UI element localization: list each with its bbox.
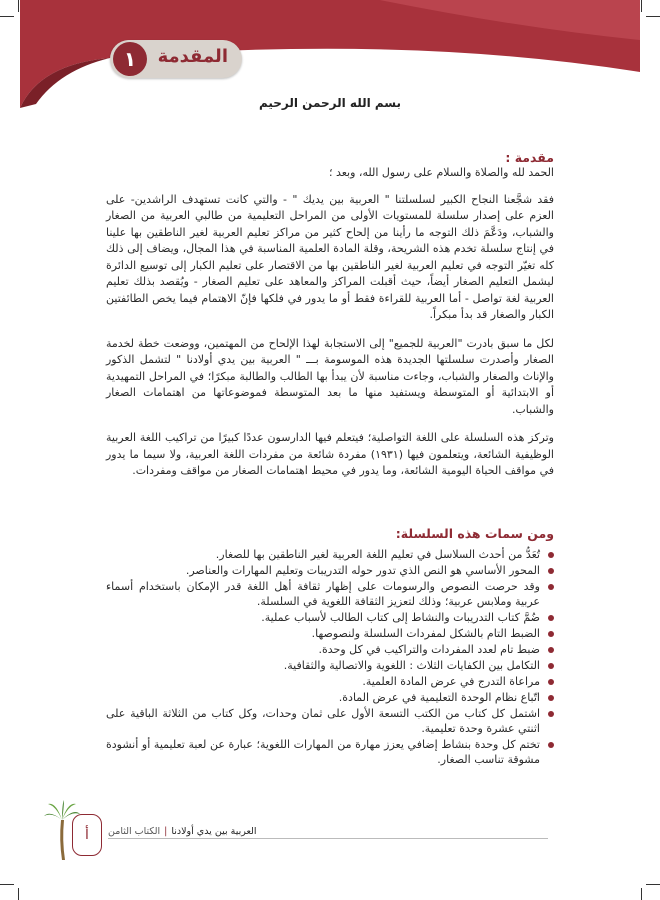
footer-caption [108,826,257,837]
crop-mark [646,884,660,885]
bullet-icon [548,663,554,669]
feature-item: اتّباع نظام الوحدة التعليمية في عرض المادة. [106,690,554,705]
bullet-icon [548,631,554,637]
crop-mark [0,884,14,885]
basmala: بسم الله الرحمن الرحيم [258,96,402,110]
feature-item: مراعاة التدرج في عرض المادة العلمية. [106,674,554,689]
intro-greeting: الحمد لله والصلاة والسلام على رسول الله، وبعد ؛ [328,166,554,179]
bullet-icon [548,695,554,701]
footer-book: الكتاب الثامن [108,826,161,837]
intro-paragraph-1: فقد شجَّعنا النجاح الكبير لسلسلتنا " العربية بين يديك " - والتي كانت تستهدف الراشدين- على العزم على إصدار سلسلة للمستويات الأولى من المراحل التعليمية من طالبي العربية من الصغار والشباب، ودَعَّمَ ذلك التوجه ما رأينا من إلحاح كثير من مراكز تعليم العربية لغير الناطقين بها علينا في إنتاج سلسلة تخدم هذه الشريحة، وقلة المادة العلمية المناسبة في هذا المجال، ويضاف إلى ذلك كله تغيّر التوجه في تعليم العربية لغير الناطقين بها من الاقتصار على تعليم الكبار إلى توسيع الدائرة ليشمل التعليم الصغار أيضاً، حيث أقبلت المراكز والمعاهد على تعليم الصغار - ويُقصد بذلك تعليم العربية لغة تواصل - أما العربية للقراءة فقط أو ما يدور في فلكها فإنّ الاهتمام فيما يخص الطائفتين الكبار والصغار قد بدأ مبكراً. [106,192,554,321]
chapter-title: المقدمة [157,46,228,67]
intro-section [106,150,554,480]
bullet-icon [548,584,554,590]
bullet-icon [548,679,554,685]
footer-series: العربية بين يدي أولادنا [171,826,257,837]
feature-item: الضبط التام بالشكل لمفردات السلسلة ولنصوصها. [106,626,554,641]
page-number-tab [72,814,102,856]
intro-paragraph-2: لكل ما سبق بادرت "العربية للجميع" إلى الاستجابة لهذا الإلحاح من المهتمين، ووضعت خطة لخدمة الصغار وأصدرت سلسلتها الجديدة هذه الموسومة بـــ " العربية بين يدي أولادنا " لتشمل الذكور والإناث والصغار والشباب، وجاءت مناسبة لأن يبدأ بها الطالب والطالبة مبكرًا؛ في المراحل التمهيدية أو الابتدائية أو المتوسطة ويستفيد منها ما بعد المتوسطة فموضوعاتها من اهتمامات الصغار والشباب. [106,336,554,416]
feature-item: وقد حرصت النصوص والرسومات على إظهار ثقافة أهل اللغة قدر الإمكان باستخدام أسماء عربية وملابس عربية؛ وذلك لتعزيز الثقافة اللغوية في السلسلة. [106,579,554,609]
crop-mark [641,888,642,900]
feature-item: اشتمل كل كتاب من الكتب التسعة الأول على ثمان وحدات، وكل كتاب من الثلاثة الباقية على اثنتي عشرة وحدة تعليمية. [106,706,554,736]
features-list [106,547,554,767]
feature-item: المحور الأساسي هو النص الذي تدور حوله التدريبات وتعليم المهارات والعناصر. [106,563,554,578]
intro-title: مقدمة : [505,150,554,165]
chapter-number: ١ [113,42,147,76]
feature-item: ضبط تام لعدد المفردات والتراكيب في كل وحدة. [106,642,554,657]
bullet-icon [548,552,554,558]
chapter-badge [110,40,242,78]
feature-item: التكامل بين الكفايات الثلاث : اللغوية والاتصالية والثقافية. [106,658,554,673]
footer-divider [108,838,548,839]
bullet-icon [548,615,554,621]
features-title: ومن سمات هذه السلسلة: [395,526,554,541]
bullet-icon [548,568,554,574]
bullet-icon [548,711,554,717]
bullet-icon [548,742,554,748]
feature-item: تُعَدُّ من أحدث السلاسل في تعليم اللغة العربية لغير الناطقين بها للصغار. [106,547,554,562]
feature-item: تختم كل وحدة بنشاط إضافي يعزز مهارة من المهارات اللغوية؛ عبارة عن لعبة تعليمية أو أنشودة مشوقة تناسب الصغار. [106,737,554,767]
features-section [106,526,554,768]
page-number: أ [85,827,89,843]
bullet-icon [548,647,554,653]
footer-separator: | [164,826,168,837]
intro-paragraph-3: وتركز هذه السلسلة على اللغة التواصلية؛ فيتعلم فيها الدارسون عددًا كبيرًا من تراكيب اللغة العربية الوظيفية الشائعة، ويتعلمون فيها (١٩٣١) مفردة شائعة من مفردات اللغة العربية، ولا سيما ما يدور في مواقف الحياة اليومية الشائعة، وما يدور في محيط اهتمامات الصغار من مواقف ومفردات. [106,431,554,477]
feature-item: ضُمَّ كتاب التدريبات والنشاط إلى كتاب الطالب لأسباب عملية. [106,610,554,625]
crop-mark [18,888,19,900]
